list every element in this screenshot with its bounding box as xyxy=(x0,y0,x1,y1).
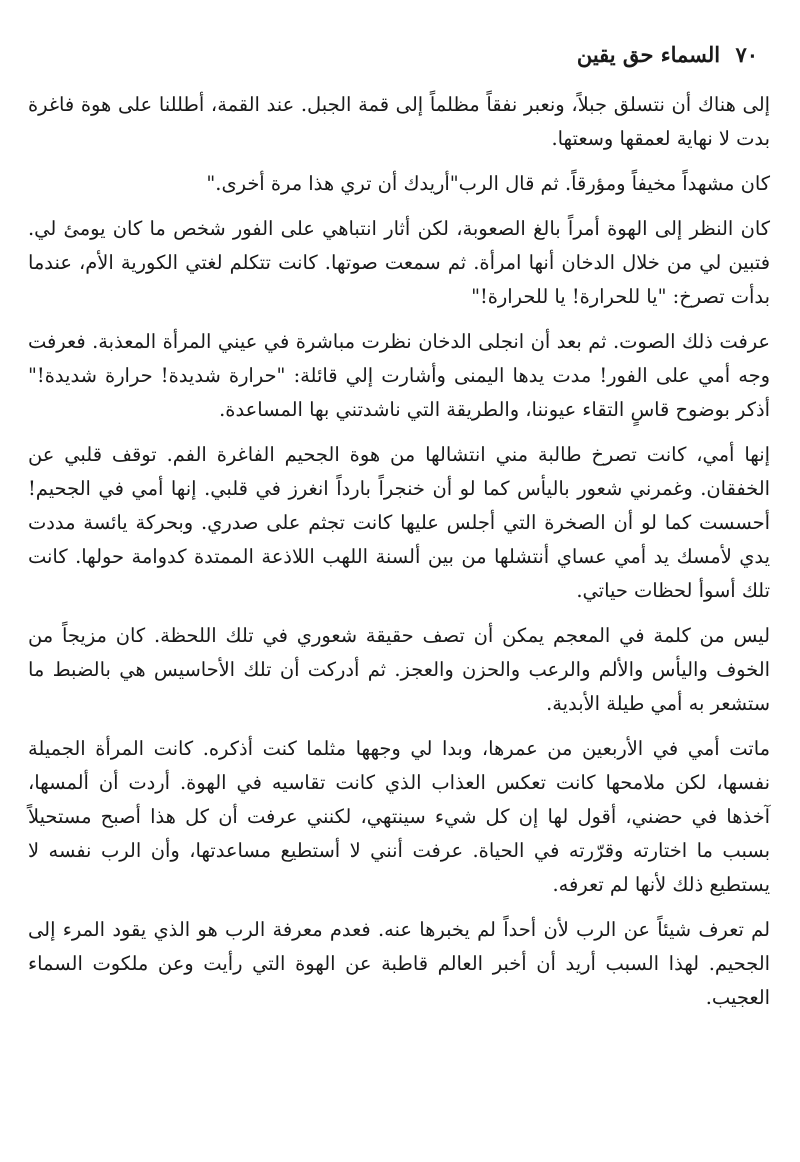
paragraph: إنها أمي، كانت تصرخ طالبة مني انتشالها من هوة الجحيم الفاغرة الفم. توقف قلبي عن الخفقان. وغمرني شعور باليأس كما لو أن خنجراً بارداً انغرز في قلبي. إنها أمي في الجحيم! أحسست كما لو أن الصخرة التي أجلس عليها كانت تجثم على صدري. وبحركة يائسة مددت يدي لأمسك يد أمي عساي أنتشلها من بين ألسنة اللهب اللاذعة الممتدة كدوامة حولها. كانت تلك أسوأ لحظات حياتي. xyxy=(28,443,770,602)
page-number: ٧٠ xyxy=(735,42,758,67)
book-title: السماء حق يقين xyxy=(576,42,721,67)
paragraph: عرفت ذلك الصوت. ثم بعد أن انجلى الدخان نظرت مباشرة في عيني المرأة المعذبة. فعرفت وجه أمي على الفور! مدت يدها اليمنى وأشارت إلي قائلة: "حرارة شديدة! حرارة شديدة!" أذكر بوضوح قاسٍ التقاء عيوننا، والطريقة التي ناشدتني بها المساعدة. xyxy=(28,330,770,421)
paragraph: لم تعرف شيئاً عن الرب لأن أحداً لم يخبرها عنه. فعدم معرفة الرب هو الذي يقود المرء إلى الجحيم. لهذا السبب أريد أن أخبر العالم قاطبة عن الهوة التي رأيت وعن ملكوت السماء العجيب. xyxy=(28,918,770,1009)
paragraph: كان مشهداً مخيفاً ومؤرقاً. ثم قال الرب"أريدك أن تري هذا مرة أخرى." xyxy=(206,172,770,195)
paragraph: كان النظر إلى الهوة أمراً بالغ الصعوبة، لكن أثار انتباهي على الفور شخص ما كان يومئ لي. فتبين لي من خلال الدخان أنها امرأة. ثم سمعت صوتها. كانت تتكلم لغتي الكورية الأم، عندما بدأت تصرخ: "يا للحرارة! يا للحرارة!" xyxy=(28,217,771,308)
body-text xyxy=(28,88,770,1015)
paragraph: إلى هناك أن نتسلق جبلاً، ونعبر نفقاً مظلماً إلى قمة الجبل. عند القمة، أطللنا على هوة فاغرة بدت لا نهاية لعمقها وسعتها. xyxy=(28,93,770,150)
paragraph: ماتت أمي في الأربعين من عمرها، وبدا لي وجهها مثلما كنت أذكره. كانت المرأة الجميلة نفسها، لكن ملامحها كانت تعكس العذاب الذي كانت تقاسيه في الهوة. أردت أن ألمسها، آخذها في حضني، أقول لها إن كل شيء سينتهي، لكنني عرفت أن كل هذا أصبح مستحيلاً بسبب ما اختارته وقرّرته في الحياة. عرفت أنني لا أستطيع مساعدتها، وأن الرب نفسه لا يستطيع ذلك لأنها لم تعرفه. xyxy=(28,737,770,896)
running-header xyxy=(28,40,770,70)
paragraph: ليس من كلمة في المعجم يمكن أن تصف حقيقة شعوري في تلك اللحظة. كان مزيجاً من الخوف واليأس والألم والرعب والحزن والعجز. ثم أدركت أن تلك الأحاسيس هي بالضبط ما ستشعر به أمي طيلة الأبدية. xyxy=(28,624,770,715)
